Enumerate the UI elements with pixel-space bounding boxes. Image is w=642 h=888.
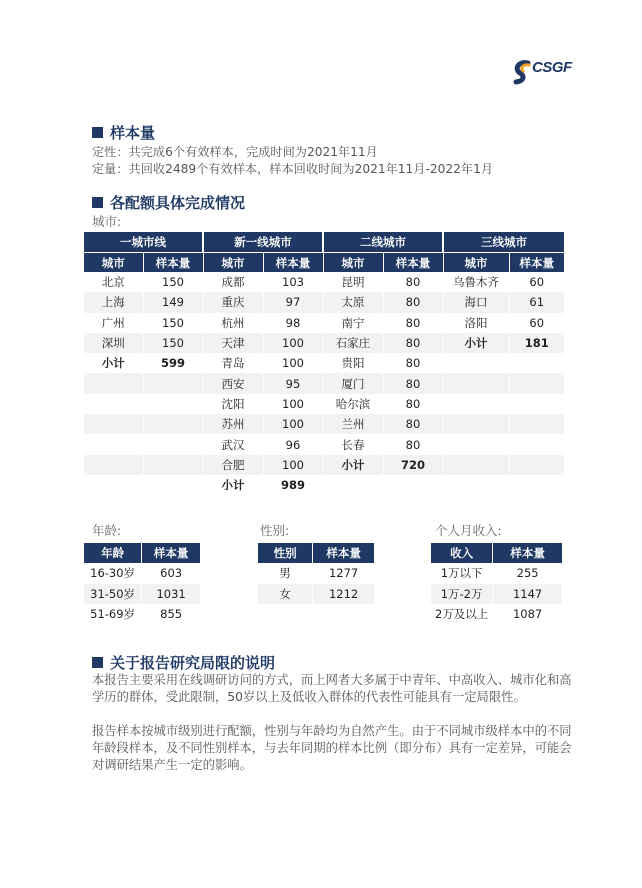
table-cell: 小计: [443, 333, 509, 353]
table-cell: [509, 373, 564, 393]
sample-section-title: [92, 122, 155, 143]
table-cell: 苏州: [203, 414, 263, 434]
table-cell: 2万及以上: [431, 604, 493, 625]
table-cell: 西安: [203, 373, 263, 393]
group-header: 二线城市: [323, 232, 443, 253]
table-cell: [143, 475, 203, 495]
table-row: [431, 584, 563, 605]
col-header: 样本量: [493, 543, 563, 563]
table-cell: [84, 394, 143, 414]
table-cell: [143, 373, 203, 393]
table-cell: 上海: [84, 292, 143, 312]
table-cell: 80: [383, 313, 443, 333]
col-header-city: 城市: [84, 253, 143, 273]
table-cell: 青岛: [203, 353, 263, 373]
table-cell: 贵阳: [323, 353, 383, 373]
table-cell: 天津: [203, 333, 263, 353]
table-cell: 深圳: [84, 333, 143, 353]
table-cell: [509, 434, 564, 454]
age-table: [84, 543, 201, 625]
table-cell: 广州: [84, 313, 143, 333]
table-cell: 兰州: [323, 414, 383, 434]
table-cell: [84, 434, 143, 454]
table-cell: 103: [263, 272, 323, 292]
table-cell: [84, 475, 143, 495]
table-cell: 60: [509, 313, 564, 333]
table-cell: 沈阳: [203, 394, 263, 414]
table-cell: 16-30岁: [84, 563, 142, 584]
table-cell: [443, 455, 509, 475]
col-header: 收入: [431, 543, 493, 563]
group-header: 一城市线: [84, 232, 203, 253]
col-header-n: 样本量: [509, 253, 564, 273]
csgf-logo: [512, 57, 582, 87]
table-cell: 长春: [323, 434, 383, 454]
city-caption: 城市:: [92, 214, 122, 229]
table-cell: 1万-2万: [431, 584, 493, 605]
table-cell: 80: [383, 272, 443, 292]
table-cell: [509, 455, 564, 475]
table-cell: 厦门: [323, 373, 383, 393]
col-header: 样本量: [142, 543, 201, 563]
limits-paragraph-2: 报告样本按城市级别进行配额，性别与年龄均为自然产生。由于不同城市级样本中的不同年龄段样本，及不同性别样本，与去年同期的样本比例（即分布）具有一定差异，可能会对调研结果产生一定的影响。: [92, 724, 572, 772]
table-cell: 80: [383, 333, 443, 353]
table-row: [431, 563, 563, 584]
table-cell: 男: [258, 563, 313, 584]
table-cell: 855: [142, 604, 201, 625]
table-cell: 小计: [203, 475, 263, 495]
table-row: [84, 475, 564, 495]
table-row: [84, 563, 201, 584]
table-cell: 80: [383, 434, 443, 454]
table-cell: [443, 394, 509, 414]
limits-paragraph-1: 本报告主要采用在线调研访问的方式，而上网者大多属于中青年、中高收入、城市化和高学历的群体，受此限制，50岁以上及低收入群体的代表性可能具有一定局限性。: [92, 673, 572, 704]
table-cell: [143, 455, 203, 475]
limits-title-text: 关于报告研究局限的说明: [110, 654, 276, 672]
gender-caption: 性别:: [260, 523, 290, 538]
col-header: 性别: [258, 543, 313, 563]
table-row: [258, 584, 375, 605]
income-table: [431, 543, 563, 625]
table-row: [258, 563, 375, 584]
table-cell: 97: [263, 292, 323, 312]
table-cell: 合肥: [203, 455, 263, 475]
qual-sample-line: 定性：共完成6个有效样本，完成时间为2021年11月: [92, 145, 378, 159]
table-cell: 599: [143, 353, 203, 373]
table-row: [84, 313, 564, 333]
table-cell: 小计: [84, 353, 143, 373]
bullet-square-icon: [92, 197, 103, 208]
table-cell: 603: [142, 563, 201, 584]
col-header-n: 样本量: [383, 253, 443, 273]
col-header-n: 样本量: [143, 253, 203, 273]
table-cell: 100: [263, 333, 323, 353]
table-cell: 小计: [323, 455, 383, 475]
quota-section-title: [92, 192, 245, 213]
table-cell: 255: [493, 563, 563, 584]
table-cell: [443, 353, 509, 373]
table-cell: 昆明: [323, 272, 383, 292]
col-header: 年龄: [84, 543, 142, 563]
table-cell: 61: [509, 292, 564, 312]
table-cell: 98: [263, 313, 323, 333]
table-cell: [84, 414, 143, 434]
limits-section-title: [92, 652, 275, 673]
table-cell: 1212: [313, 584, 375, 605]
table-cell: [509, 475, 564, 495]
table-cell: 95: [263, 373, 323, 393]
table-cell: 重庆: [203, 292, 263, 312]
col-header-city: 城市: [203, 253, 263, 273]
table-cell: [509, 414, 564, 434]
table-cell: 海口: [443, 292, 509, 312]
table-cell: 哈尔滨: [323, 394, 383, 414]
table-cell: [443, 434, 509, 454]
table-cell: 北京: [84, 272, 143, 292]
table-cell: 乌鲁木齐: [443, 272, 509, 292]
table-cell: 31-50岁: [84, 584, 142, 605]
table-cell: [143, 394, 203, 414]
table-cell: 女: [258, 584, 313, 605]
table-cell: 1277: [313, 563, 375, 584]
quota-title-text: 各配额具体完成情况: [110, 194, 246, 212]
table-cell: 1万以下: [431, 563, 493, 584]
table-cell: 100: [263, 455, 323, 475]
table-cell: 150: [143, 333, 203, 353]
table-row: [431, 604, 563, 625]
table-cell: [143, 434, 203, 454]
table-cell: 洛阳: [443, 313, 509, 333]
table-cell: 181: [509, 333, 564, 353]
table-cell: 1147: [493, 584, 563, 605]
table-cell: 80: [383, 394, 443, 414]
table-cell: [84, 373, 143, 393]
table-cell: [383, 475, 443, 495]
logo-mark-icon: [512, 57, 534, 87]
table-cell: 989: [263, 475, 323, 495]
quant-sample-line: 定量：共回收2489个有效样本，样本回收时间为2021年11月-2022年1月: [92, 162, 494, 176]
age-caption: 年龄:: [92, 523, 122, 538]
table-cell: 南宁: [323, 313, 383, 333]
bullet-square-icon: [92, 127, 103, 138]
table-cell: 武汉: [203, 434, 263, 454]
table-cell: 80: [383, 353, 443, 373]
table-cell: 1031: [142, 584, 201, 605]
table-cell: 80: [383, 414, 443, 434]
table-cell: 石家庄: [323, 333, 383, 353]
table-cell: [443, 373, 509, 393]
table-cell: 100: [263, 394, 323, 414]
table-cell: 96: [263, 434, 323, 454]
table-cell: [443, 414, 509, 434]
gender-table: [258, 543, 375, 604]
table-cell: 杭州: [203, 313, 263, 333]
table-row: [84, 333, 564, 353]
table-row: [84, 434, 564, 454]
col-header-city: 城市: [443, 253, 509, 273]
table-cell: 720: [383, 455, 443, 475]
table-cell: 149: [143, 292, 203, 312]
group-header: 新一线城市: [203, 232, 323, 253]
group-header: 三线城市: [443, 232, 564, 253]
table-cell: 51-69岁: [84, 604, 142, 625]
table-row: [84, 394, 564, 414]
table-cell: [143, 414, 203, 434]
table-cell: 150: [143, 313, 203, 333]
table-cell: 成都: [203, 272, 263, 292]
table-cell: 60: [509, 272, 564, 292]
table-cell: [443, 475, 509, 495]
sample-title-text: 样本量: [110, 124, 156, 142]
col-header-city: 城市: [323, 253, 383, 273]
table-cell: [509, 353, 564, 373]
table-row: [84, 604, 201, 625]
table-row: [84, 414, 564, 434]
table-row: [84, 455, 564, 475]
table-cell: 150: [143, 272, 203, 292]
table-row: [84, 373, 564, 393]
table-row: [84, 584, 201, 605]
table-row: [84, 353, 564, 373]
col-header-n: 样本量: [263, 253, 323, 273]
logo-text: CSGF: [532, 59, 572, 76]
income-caption: 个人月收入:: [435, 523, 502, 538]
table-cell: 80: [383, 373, 443, 393]
table-cell: [509, 394, 564, 414]
table-cell: 1087: [493, 604, 563, 625]
bullet-square-icon: [92, 657, 103, 668]
table-cell: 太原: [323, 292, 383, 312]
table-cell: 100: [263, 353, 323, 373]
table-row: [84, 272, 564, 292]
table-cell: [84, 455, 143, 475]
city-quota-table: [84, 232, 564, 495]
table-cell: [323, 475, 383, 495]
table-row: [84, 292, 564, 312]
table-cell: 100: [263, 414, 323, 434]
table-cell: 80: [383, 292, 443, 312]
col-header: 样本量: [313, 543, 375, 563]
